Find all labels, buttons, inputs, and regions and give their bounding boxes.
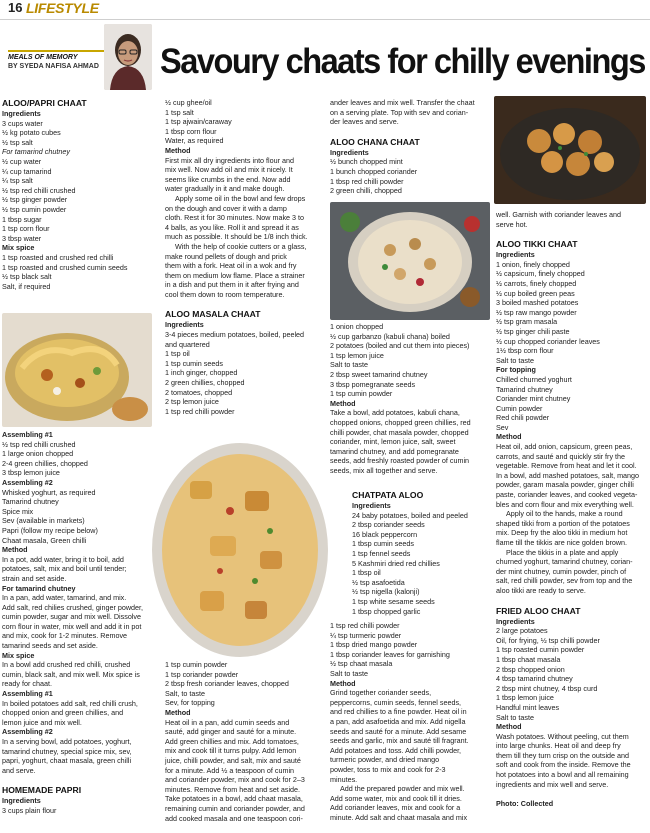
subheading: Ingredients xyxy=(330,147,369,157)
text-line: 1½ tbsp corn flour xyxy=(496,346,554,356)
col2-bottom xyxy=(165,660,325,823)
text-line: cumin powder, sugar and mix well. Dissolve xyxy=(2,612,142,622)
text-line: ½ tsp ginger powder xyxy=(2,195,68,205)
text-line: ½ tsp chaat masala xyxy=(330,659,393,669)
text-line: 1 onion, finely chopped xyxy=(496,259,570,269)
recipe-heading: FRIED ALOO CHAAT xyxy=(496,605,581,616)
recipe-heading: ALOO/PAPRI CHAAT xyxy=(2,98,87,108)
text-line: ½ cup ghee/oil xyxy=(165,98,212,107)
text-line: 1 tsp cumin powder xyxy=(165,660,228,669)
text-line: ½ bunch chopped mint xyxy=(330,157,403,167)
text-line: Sev, for topping xyxy=(165,698,215,708)
text-line: in a dish and put them in it after frying and xyxy=(165,280,299,290)
text-line: First mix all dry ingredients into flour and xyxy=(165,155,295,165)
text-line: seems like crumbs in the end. Now add xyxy=(165,174,291,184)
text-line: churned yoghurt, tamarind chutney, corian- xyxy=(496,557,633,567)
text-line: hot potatoes into a bowl and all remaining xyxy=(496,770,629,780)
text-line: salt, red chilli powder, sev from top and the xyxy=(496,576,633,586)
text-line: 3 cups plain flour xyxy=(2,805,57,815)
subheading: Ingredients xyxy=(352,501,391,510)
text-line: Apply oil to the hands, make a round xyxy=(506,509,623,519)
text-line: 4 tbsp tamarind chutney xyxy=(496,674,573,684)
text-line: 1 tsp oil xyxy=(165,349,190,359)
recipe-heading: ALOO TIKKI CHAAT xyxy=(496,239,578,250)
text-line: In boiled potatoes add salt, red chilli crush, xyxy=(2,698,138,708)
text-line: coriander, mint, lemon juice, salt, sweet xyxy=(330,437,456,447)
subheading: Photo: Collected xyxy=(496,799,554,809)
text-line: Handful mint leaves xyxy=(496,702,560,712)
text-line: paste, coriander leaves, and cooked vegeta- xyxy=(496,490,638,500)
aloo-masala-chaat-photo xyxy=(150,441,330,659)
text-line: ¼ tsp turmeric powder xyxy=(330,630,402,640)
col1-bottom xyxy=(2,430,162,816)
text-line: chopped onions, chopped green chillies, red xyxy=(330,417,471,427)
text-line: Salt, to taste xyxy=(165,688,205,698)
text-line: Chaat masala, Green chilli xyxy=(2,535,87,545)
text-line: ½ kg potato cubes xyxy=(2,128,61,138)
subheading: Method xyxy=(496,432,522,442)
text-line: 3 tbsp water xyxy=(2,233,42,243)
text-line: ½ capsicum, finely chopped xyxy=(496,269,585,279)
text-line: 1 tsp cumin seeds xyxy=(165,358,223,368)
text-line: 5 Kashmiri dried red chillies xyxy=(352,558,440,568)
text-line: Chilled churned yoghurt xyxy=(496,374,572,384)
text-line: 2-4 green chillies, chopped xyxy=(2,458,88,468)
text-line: ½ tsp nigella (kalonji) xyxy=(352,587,420,597)
byline xyxy=(8,50,108,71)
text-line: ¼ cup tamarind xyxy=(2,166,52,176)
text-line: 1 tsp ajwain/caraway xyxy=(165,117,232,127)
spacer xyxy=(2,775,162,785)
text-line: and mix, cook for 1-2 minutes. Remove xyxy=(2,631,128,641)
subheading: Assembling #1 xyxy=(2,430,53,439)
text-line: 1 tbsp chaat masala xyxy=(496,654,561,664)
text-line: seeds, add freshly roasted powder of cumin xyxy=(330,456,470,466)
text-line: With the help of cookie cutters or a glass, xyxy=(175,241,307,251)
text-line: Papri (follow my recipe below) xyxy=(2,525,98,535)
text-line: carrots, and sauté and quickly stir fry the xyxy=(496,451,626,461)
text-line: seeds, mix all together and serve. xyxy=(330,465,438,475)
col1-top xyxy=(2,98,164,291)
text-line: ¼ tsp salt xyxy=(2,176,33,186)
text-line: potatoes, salt, mix and boil until tender; xyxy=(2,564,127,574)
text-line: Take a bowl, add potatoes, kabuli chana, xyxy=(330,408,460,418)
text-line: cool them down to room temperature. xyxy=(165,289,285,299)
text-line: ingredients and mix well and serve. xyxy=(496,779,609,789)
header-divider xyxy=(0,19,650,20)
text-line: Coriander mint chutney xyxy=(496,394,571,404)
text-line: 3 cups water xyxy=(2,118,43,128)
text-line: Sev (available in markets) xyxy=(2,516,85,526)
text-line: 1 tbsp oil xyxy=(352,568,381,578)
text-line: 3 tbsp pomegranate seeds xyxy=(330,379,416,389)
text-line: 1 tsp red chilli powder xyxy=(165,406,235,416)
text-line: In a bowl add crushed red chilli, crushed xyxy=(2,660,131,670)
chatpata-aloo xyxy=(352,490,492,616)
recipe-heading: ALOO CHANA CHAAT xyxy=(330,136,420,147)
text-line: tamarind seeds and set aside. xyxy=(2,641,98,651)
text-line: on a serving plate. Top with sev and corian- xyxy=(330,107,469,117)
text-line: Tamarind chutney xyxy=(496,384,553,394)
subheading: Method xyxy=(496,722,522,732)
subheading: Ingredients xyxy=(2,109,41,118)
text-line: ready for chaat. xyxy=(2,679,52,689)
text-line: ½ tsp salt xyxy=(2,137,33,147)
text-line: 1 tbsp sugar xyxy=(2,214,42,224)
spacer xyxy=(165,299,325,309)
text-line: Apply some oil in the bowl and few drops xyxy=(175,193,306,203)
text-line: minute. Add salt and chaat masala and mix xyxy=(330,812,468,822)
text-line: soft and cook from the inside. Remove the xyxy=(496,760,631,770)
text-line: bles and corn flour and mix everything well. xyxy=(496,499,634,509)
text-line: tamarind chutney, special spice mix, sev, xyxy=(2,746,132,756)
subheading: Mix spice xyxy=(2,243,35,253)
recipe-heading: HOMEMADE PAPRI xyxy=(2,785,82,796)
spacer xyxy=(330,127,490,137)
text-line: Red chili powder xyxy=(496,413,550,423)
text-line: Grind together coriander seeds, xyxy=(330,688,432,698)
text-line: into large chunks. Heat oil and deep fry xyxy=(496,741,621,751)
text-line: seeds and garlic, mix and sauté till fragrant. xyxy=(330,736,469,746)
recipe-heading: ALOO MASALA CHAAT xyxy=(165,309,261,320)
text-line: Salt to taste xyxy=(496,712,534,722)
text-line: Cumin powder xyxy=(496,403,543,413)
text-line: ½ tsp gram masala xyxy=(496,317,558,327)
text-line: ½ tsp red chilli crushed xyxy=(2,439,76,449)
text-line: Salt to taste xyxy=(330,360,368,370)
text-line: Wash potatoes. Without peeling, cut them xyxy=(496,731,629,741)
text-line: Water, as required xyxy=(165,136,224,146)
text-line: ½ tsp ginger chili paste xyxy=(496,326,570,336)
subheading: Mix spice xyxy=(2,650,35,660)
text-line: 2 tbsp mint chutney, 4 tbsp curd xyxy=(496,683,598,693)
text-line: for a minute. Add ½ a teaspoon of cumin xyxy=(165,765,295,775)
text-line: 3 boiled mashed potatoes xyxy=(496,298,579,308)
text-line: ½ tsp red chilli crushed xyxy=(2,185,76,195)
text-line: 1 tsp white sesame seeds xyxy=(352,596,435,606)
text-line: 1 onion chopped xyxy=(330,322,384,331)
spacer xyxy=(496,596,648,606)
text-line: peppercorns, cumin seeds, fennel seeds, xyxy=(330,697,462,707)
text-line: 2 tsp lemon juice xyxy=(165,397,219,407)
text-line: 1 tbsp cumin seeds xyxy=(352,539,414,549)
text-line: 1 tsp roasted and crushed red chilli xyxy=(2,252,114,262)
text-line: 2 large potatoes xyxy=(496,626,548,636)
text-line: 1 tsp coriander powder xyxy=(165,669,239,679)
text-line: and serve. xyxy=(2,765,36,775)
spacer xyxy=(496,229,648,239)
text-line: 16 black peppercorn xyxy=(352,529,418,539)
text-line: strain and set aside. xyxy=(2,573,67,583)
text-line: sauté, add ginger and sauté for a minute. xyxy=(165,727,297,737)
text-line: ½ cup garbanzo (kabuli chana) boiled xyxy=(330,331,450,341)
text-line: 1 tsp red chilli powder xyxy=(330,621,400,630)
text-line: minutes. xyxy=(330,774,358,784)
text-line: juice, chilli powder, and salt, mix and sauté xyxy=(165,755,301,765)
text-line: 1 tsp salt xyxy=(165,107,194,117)
text-line: 1 tbsp chopped garlic xyxy=(352,606,421,616)
text-line: minutes. Remove from heat and set aside. xyxy=(165,784,301,794)
text-line: In a pot, add water, bring it to boil, add xyxy=(2,554,124,564)
col3-bottom xyxy=(330,621,490,822)
page-title: Savoury chaats for chilly evenings xyxy=(160,42,645,81)
chatpata-aloo-photo xyxy=(494,96,646,204)
text-line: Add green chillies and mix. Add tomatoes, xyxy=(165,736,299,746)
text-line: ½ cup water xyxy=(2,156,42,166)
text-line: 1 tbsp corn flour xyxy=(165,126,217,136)
col2-top xyxy=(165,98,325,416)
text-line: them on medium low flame. Place a strainer xyxy=(165,270,305,280)
text-line: 2 tbsp coriander seeds xyxy=(352,520,425,530)
text-line: 2 tbsp sweet tamarind chutney xyxy=(330,369,428,379)
text-line: Oil, for frying, ½ tsp chilli powder xyxy=(496,635,600,645)
text-line: shaped tikki from a portion of the potatoes xyxy=(496,518,630,528)
text-line: 1 large onion chopped xyxy=(2,449,74,459)
text-line: and coriander powder, mix and cook for 2–3 xyxy=(165,775,305,785)
text-line: 2 potatoes (boiled and cut them into pieces) xyxy=(330,341,470,351)
text-line: 2 tbsp chopped onion xyxy=(496,664,565,674)
subheading: Method xyxy=(165,145,191,155)
page-number: 16 xyxy=(8,0,23,15)
text-line: Place the tikkis in a plate and apply xyxy=(506,547,619,557)
text-line: 1 tsp fennel seeds xyxy=(352,548,411,558)
author-photo xyxy=(104,24,152,90)
text-line: 1 tsp roasted cumin powder xyxy=(496,645,585,655)
text-line: 2 tomatoes, chopped xyxy=(165,387,233,397)
text-line: 1 tsp corn flour xyxy=(2,224,50,234)
subheading: Assembling #2 xyxy=(2,477,53,487)
text-line: 2 green chillies, chopped xyxy=(165,378,245,388)
papri-chaat-photo xyxy=(2,313,152,427)
text-line: Heat oil in a pan, add cumin seeds and xyxy=(165,717,290,727)
subheading: Ingredients xyxy=(496,616,535,626)
column-label: MEALS OF MEMORY xyxy=(8,50,108,62)
text-line: 2 green chilli, chopped xyxy=(330,186,402,196)
text-line: Salt to taste xyxy=(496,355,534,365)
text-line: ½ carrots, finely chopped xyxy=(496,278,577,288)
subheading: Ingredients xyxy=(496,250,535,260)
text-line: 2 tbsp fresh coriander leaves, chopped xyxy=(165,679,289,689)
subheading: Method xyxy=(2,545,28,555)
text-line: and quartered xyxy=(165,339,210,349)
text-line: water gradually in it and make dough. xyxy=(165,184,285,194)
text-line: 3-4 pieces medium potatoes, boiled, peeled xyxy=(165,330,305,340)
text-line: on the dough and cover it with a damp xyxy=(165,203,287,213)
subheading: Assembling #2 xyxy=(2,727,53,737)
text-line: serve hot. xyxy=(496,219,528,229)
text-line: 1 tsp lemon juice xyxy=(330,350,384,360)
text-line: Add the prepared powder and mix well. xyxy=(340,784,465,794)
author-name: BY SYEDA NAFISA AHMAD xyxy=(8,63,99,70)
text-line: ½ tsp black salt xyxy=(2,272,52,282)
text-line: mix and cook till it turns pulpy. Add lemon xyxy=(165,746,297,756)
text-line: Sev xyxy=(496,422,509,432)
text-line: mix. Deep fry the aloo tikki in medium hot xyxy=(496,528,628,538)
text-line: 1 tbsp dried mango powder xyxy=(330,640,418,650)
text-line: 1 tbsp coriander leaves for garnishing xyxy=(330,649,450,659)
text-line: 3 tbsp lemon juice xyxy=(2,468,60,478)
text-line: ½ tsp asafoetida xyxy=(352,577,405,587)
text-line: much as possible. It should be 1/8 inch thick. xyxy=(165,232,308,242)
text-line: remaining cumin and coriander powder, and xyxy=(165,803,305,813)
text-line: 1 tbsp lemon juice xyxy=(496,693,554,703)
text-line: In a serving bowl, add potatoes, yoghurt, xyxy=(2,737,132,746)
text-line: ½ cup boiled green peas xyxy=(496,288,575,298)
text-line: 1 tbsp red chilli powder xyxy=(330,176,404,186)
text-line: Spice mix xyxy=(2,506,34,516)
text-line: chilli powder, chat masala powder, chopped xyxy=(330,427,469,437)
text-line: make round pellets of dough and prick xyxy=(165,251,287,261)
subheading-italic: For tamarind chutney xyxy=(2,147,70,157)
text-line: and red chillies to a fine powder. Heat oil in xyxy=(330,707,467,717)
text-line: powder, toss to mix and cook for 2-3 xyxy=(330,764,446,774)
text-line: flame till the tikkis are nice golden brown. xyxy=(496,538,628,547)
text-line: corn flour in water, mix well and add it in pot xyxy=(2,621,142,631)
text-line: vegetable. Remove from heat and let it cool. xyxy=(496,461,637,471)
text-line: der mint chutney, cumin powder, pinch of xyxy=(496,566,627,576)
text-line: In a pan, add water, tamarind, and mix. xyxy=(2,593,127,603)
text-line: Whisked yoghurt, as required xyxy=(2,487,96,497)
text-line: ½ tsp raw mango powder xyxy=(496,307,577,317)
text-line: Add coriander leaves, mix and cook for a xyxy=(330,803,461,813)
text-line: In a bowl, add mashed potatoes, salt, mango xyxy=(496,470,640,480)
spacer xyxy=(496,789,648,799)
text-line: tamarind chutney, and add pomegranate xyxy=(330,446,459,456)
subheading: Method xyxy=(165,707,191,717)
text-line: Heat oil, add onion, capsicum, green peas, xyxy=(496,442,633,452)
text-line: a pan, add asafoetida and mix. Add nigella xyxy=(330,716,466,726)
text-line: 24 baby potatoes, boiled and peeled xyxy=(352,510,468,520)
text-line: 1 inch ginger, chopped xyxy=(165,368,238,378)
text-line: der leaves and serve. xyxy=(330,117,399,127)
text-line: turmeric powder, and dried mango xyxy=(330,755,440,765)
text-line: 1 bunch chopped coriander xyxy=(330,166,418,176)
text-line: add cooked masala and one teaspoon cori- xyxy=(165,813,303,823)
text-line: ½ cup chopped coriander leaves xyxy=(496,336,600,346)
col4 xyxy=(496,210,648,809)
section-logo: LIFESTYLE xyxy=(26,0,99,16)
text-line: cumin, black salt, and mix well. Mix spice is xyxy=(2,669,140,679)
text-line: Add some water, mix and cook till it dries. xyxy=(330,793,462,803)
text-line: seeds and sauté for a minute. Add sesame xyxy=(330,726,467,736)
aloo-chana-chaat-photo xyxy=(330,202,490,320)
text-line: ½ tsp cumin powder xyxy=(2,204,67,214)
text-line: cloth. Rest it for 30 minutes. Now make 3 to xyxy=(165,213,305,223)
text-line: them with a fork. Heat oil in a wok and fry xyxy=(165,261,297,271)
text-line: them till they turn crisp on the outside and xyxy=(496,750,630,760)
text-line: lemon juice and mix well. xyxy=(2,717,82,727)
text-line: powder, garam masala powder, ginger chilli xyxy=(496,480,634,490)
text-line: aloo tikki are ready to serve. xyxy=(496,585,586,595)
text-line: chopped onion and green chillies, and xyxy=(2,708,124,718)
col3-top xyxy=(330,98,490,196)
text-line: mix well. Now add oil and mix it nicely. It xyxy=(165,165,293,175)
text-line: 1 tsp cumin powder xyxy=(330,389,393,399)
subheading: Ingredients xyxy=(165,320,204,330)
subheading: Method xyxy=(330,678,356,688)
text-line: Tamarind chutney xyxy=(2,497,59,507)
text-line: well. Garnish with coriander leaves and xyxy=(496,210,622,219)
text-line: 1 tsp roasted and crushed cumin seeds xyxy=(2,262,128,272)
text-line: Add potatoes and toss. Add chilli powder, xyxy=(330,745,462,755)
text-line: Add salt, red chilies crushed, ginger powder, xyxy=(2,602,144,612)
subheading: Method xyxy=(330,398,356,408)
text-line: Salt, if required xyxy=(2,281,51,291)
text-line: Salt to taste xyxy=(330,668,368,678)
text-line: ander leaves and mix well. Transfer the chaat xyxy=(330,98,475,107)
subheading: For topping xyxy=(496,365,536,375)
text-line: papri, yoghurt, chaat masala, green chilli xyxy=(2,756,132,766)
text-line: 4 balls, as you like. Roll it and spread it as xyxy=(165,222,299,232)
subheading: Assembling #1 xyxy=(2,689,53,699)
subheading: Ingredients xyxy=(2,796,41,806)
recipe-heading: CHATPATA ALOO xyxy=(352,490,424,500)
col3-mid xyxy=(330,322,490,476)
text-line: Take potatoes in a bowl, add chaat masala, xyxy=(165,794,303,804)
subheading: For tamarind chutney xyxy=(2,583,76,593)
